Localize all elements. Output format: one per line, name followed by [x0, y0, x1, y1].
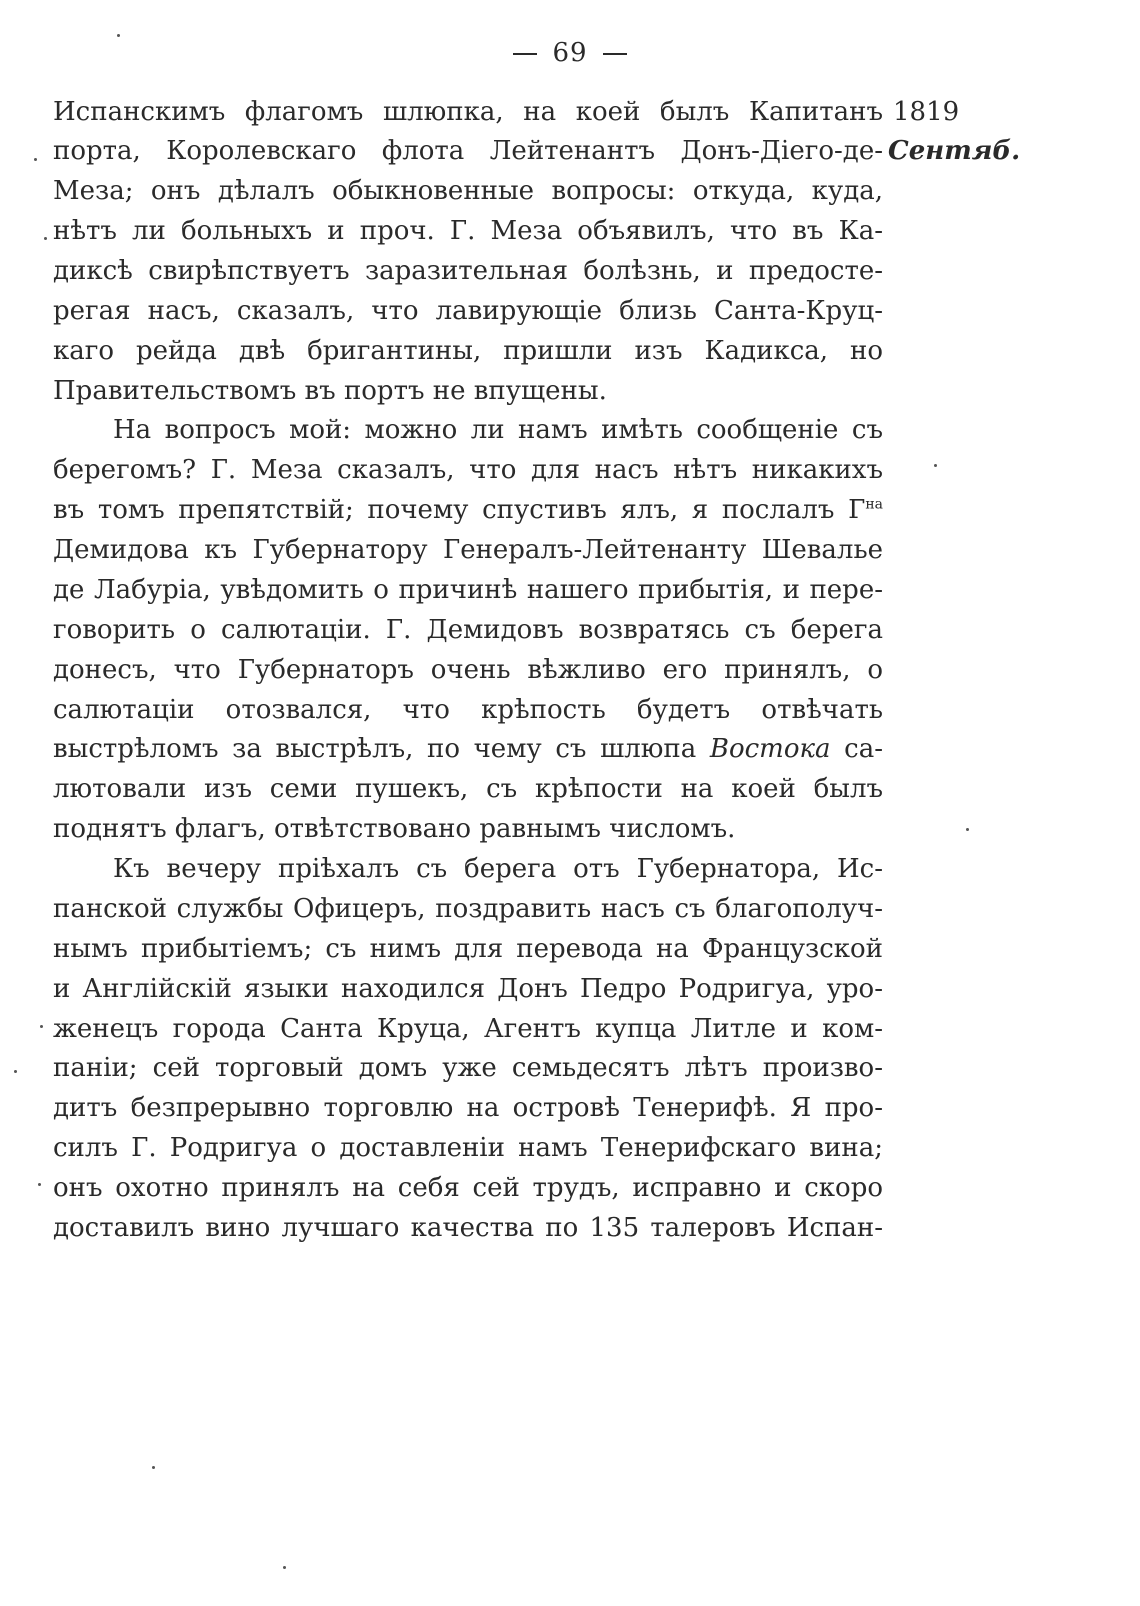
text-line-22: нымъ прибытіемъ; съ нимъ для перевода на Французской [53, 934, 883, 964]
ship-suffix: са- [844, 734, 883, 764]
text-line-26: дитъ безпрерывно торговлю на островѣ Тенерифѣ. Я про- [53, 1093, 883, 1123]
text-line-29: доставилъ вино лучшаго качества по 135 талеровъ Испан- [53, 1213, 883, 1243]
text-line-9: На вопросъ мой: можно ли намъ имѣть сообщеніе съ [113, 415, 883, 445]
text-line-12: Демидова къ Губернатору Генералъ-Лейтенанту Шевалье [53, 535, 883, 565]
text-line-24: женецъ города Санта Круца, Агентъ купца Литле и ком- [53, 1014, 883, 1044]
text-line-25: паніи; сей торговый домъ уже семьдесятъ лѣтъ произво- [53, 1053, 883, 1083]
text-line-23: и Англійскій языки находился Донъ Педро Родригуа, уро- [53, 974, 883, 1004]
text-line-1: Испанскимъ флагомъ шлюпка, на коей былъ Капитанъ [53, 97, 883, 127]
scan-speck [40, 1025, 43, 1028]
text-line-2: порта, Королевскаго флота Лейтенантъ Донъ-Діего-де- [53, 136, 883, 166]
text-line-19: поднятъ флагъ, отвѣтствовано равнымъ числомъ. [53, 814, 736, 844]
text-line-27: силъ Г. Родригуа о доставленіи намъ Тенерифскаго вина; [53, 1133, 883, 1163]
scan-speck [14, 1070, 17, 1073]
text-line-3: Меза; онъ дѣлалъ обыкновенные вопросы: откуда, куда, [53, 176, 883, 206]
header-dash-right [603, 53, 627, 55]
text-line-4: нѣтъ ли больныхъ и проч. Г. Меза объявилъ, что въ Ка- [53, 216, 883, 246]
text-line-18: лютовали изъ семи пушекъ, съ крѣпости на коей былъ [53, 774, 883, 804]
scan-speck [44, 237, 47, 240]
text-line-10: берегомъ? Г. Меза сказалъ, что для насъ нѣтъ никакихъ [53, 455, 883, 485]
text-line-14: говорить о салютаціи. Г. Демидовъ возвратясь съ берега [53, 615, 883, 645]
scan-speck [966, 828, 969, 831]
superscript-na: на [865, 496, 883, 513]
text-line-11 [53, 490, 883, 530]
ship-name: Востока [709, 734, 831, 764]
text-line-16: салютаціи отозвался, что крѣпость будетъ отвѣчать [53, 695, 883, 725]
scan-speck [38, 1183, 41, 1186]
text-line-21: панской службы Офицеръ, поздравить насъ съ благополуч- [53, 894, 883, 924]
scan-speck [117, 34, 120, 37]
scan-speck [34, 158, 37, 161]
margin-month: Сентяб. [888, 136, 1021, 166]
text-line-8: Правительствомъ въ портъ не впущены. [53, 376, 607, 406]
text-line-11-text: въ томъ препятствій; почему спустивъ ялъ, я послалъ Г [53, 495, 866, 525]
scan-speck [283, 1566, 286, 1569]
page-header [0, 38, 1140, 68]
text-line-20: Къ вечеру пріѣхалъ съ берега отъ Губернатора, Ис- [113, 854, 883, 884]
margin-year: 1819 [893, 97, 960, 127]
text-line-6: регая насъ, сказалъ, что лавирующіе близь Санта-Круц- [53, 296, 883, 326]
text-line-7: каго рейда двѣ бригантины, пришли изъ Кадикса, но [53, 336, 883, 366]
text-line-13: де Лабуріа, увѣдомить о причинѣ нашего прибытія, и пере- [53, 575, 883, 605]
scan-speck [152, 1466, 155, 1469]
text-line-5: диксѣ свирѣпствуетъ заразительная болѣзнь, и предосте- [53, 256, 883, 286]
scan-speck [934, 464, 937, 467]
text-line-17 [53, 729, 883, 769]
text-line-28: онъ охотно принялъ на себя сей трудъ, исправно и скоро [53, 1173, 883, 1203]
header-dash-left [513, 53, 537, 55]
text-line-17-text: выстрѣломъ за выстрѣлъ, по чему съ шлюпа [53, 734, 697, 764]
page-number: 69 [552, 38, 588, 68]
text-line-15: донесъ, что Губернаторъ очень вѣжливо его принялъ, о [53, 655, 883, 685]
